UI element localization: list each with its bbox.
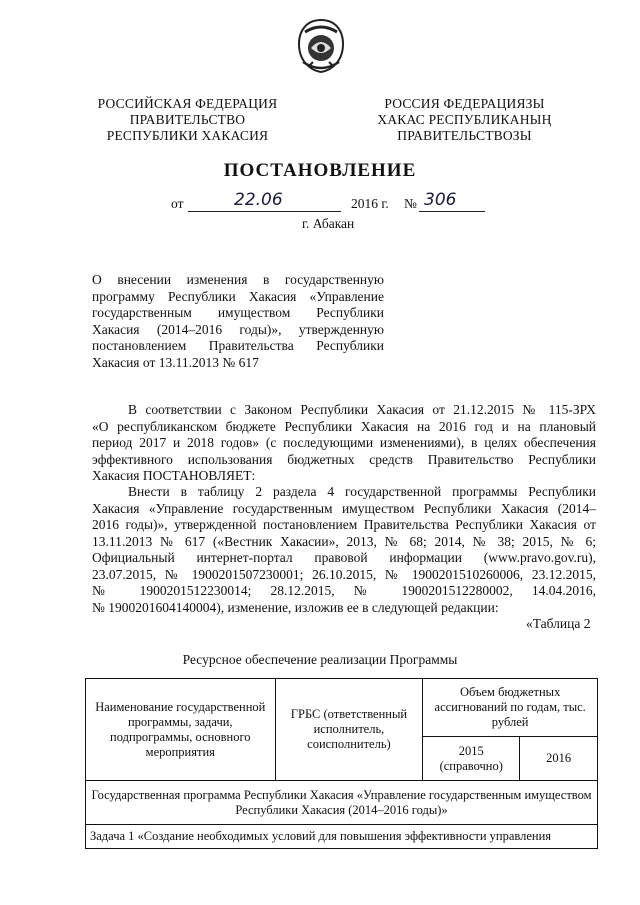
table-header-volume: Объем бюджетных ассигнований по годам, тыс. рублей — [423, 679, 598, 737]
paragraph-line: Официальный интернет-портал правовой информации (www.pravo.gov.ru), — [92, 550, 596, 565]
table-row-program: Государственная программа Республики Хакасия «Управление государственным имуществом Республики Хакасия (2014–2016 годы)» — [86, 781, 598, 825]
coat-of-arms-emblem — [295, 18, 347, 74]
number-underline — [419, 211, 485, 212]
paragraph-line: «О республиканском бюджете Республики Хакасия на 2016 год и на плановый — [92, 418, 596, 434]
resource-table — [85, 678, 598, 849]
paragraph-resolution — [92, 484, 596, 616]
paragraph-line: Хакасия ПОСТАНОВЛЯЕТ: — [92, 468, 256, 483]
table-header-name: Наименование государственной программы, задачи, подпрограммы, основного мероприятия — [86, 679, 276, 781]
document-title: ПОСТАНОВЛЕНИЕ — [223, 160, 417, 181]
subject-line: Хакасия от 13.11.2013 № 617 — [92, 354, 259, 370]
subject-line: О внесении изменения в государственную — [92, 272, 384, 287]
table-header-year-2015: 2015 (справочно) — [423, 737, 520, 781]
header-left-line: ПРАВИТЕЛЬСТВО — [129, 112, 246, 127]
number-label: № — [404, 196, 417, 211]
paragraph-line: 23.07.2015, № 1900201507230001; 26.10.2015, № 1900201510260006, 23.12.2015, — [92, 566, 596, 582]
header-right-block — [362, 96, 567, 144]
header-right-line: РОССИЯ ФЕДЕРАЦИЯЗЫ — [384, 96, 545, 111]
city-name: г. Абакан — [302, 216, 355, 231]
paragraph-line: Хакасия «Управление государственным имуществом Республики Хакасия (2014– — [92, 500, 596, 516]
date-prefix: от — [171, 196, 184, 211]
header-right-line: ХАКАС РЕСПУБЛИКАНЫҢ — [377, 112, 552, 127]
paragraph-preamble — [92, 402, 596, 485]
header-left-line: РЕСПУБЛИКИ ХАКАСИЯ — [106, 128, 269, 143]
date-underline — [188, 211, 341, 212]
paragraph-line: эффективного использования бюджетных средств Правительство Республики — [92, 451, 596, 467]
paragraph-line: № 1900201512230014; 28.12.2015, № 1900201512280002, 14.04.2016, — [92, 583, 596, 598]
handwritten-date: 22.06 — [234, 190, 283, 210]
date-year: 2016 г. — [351, 196, 389, 211]
document-subject — [92, 272, 384, 371]
header-left-block — [85, 96, 290, 144]
paragraph-line: 13.11.2013 № 617 («Вестник Хакасии», 2013, № 68; 2014, № 38; 2015, № 6; — [92, 533, 596, 549]
table-label: «Таблица 2 — [526, 616, 591, 631]
handwritten-number: 306 — [424, 190, 457, 210]
paragraph-line: 2016 годы)», утвержденной постановлением Правительства Республики Хакасия от — [92, 517, 596, 532]
table-row-task: Задача 1 «Создание необходимых условий для повышения эффективности управления — [86, 825, 598, 849]
table-header-grbs: ГРБС (ответственный исполнитель, соисполнитель) — [275, 679, 423, 781]
paragraph-line: № 1900201604140004), изменение, изложив ее в следующей редакции: — [92, 599, 499, 615]
subject-line: государственным имуществом Республики — [92, 305, 384, 320]
table-header-year-2016: 2016 — [520, 737, 598, 781]
header-left-line: РОССИЙСКАЯ ФЕДЕРАЦИЯ — [97, 96, 278, 111]
subject-line: Хакасия (2014–2016 годы)», утвержденную — [92, 321, 384, 337]
paragraph-line: В соответствии с Законом Республики Хакасия от 21.12.2015 № 115-ЗРХ — [128, 402, 596, 417]
header-right-line: ПРАВИТЕЛЬСТВОЗЫ — [397, 128, 532, 143]
paragraph-line: Внести в таблицу 2 раздела 4 государственной программы Республики — [128, 484, 596, 499]
subject-line: постановлением Правительства Республики — [92, 338, 384, 353]
paragraph-line: период 2017 и 2018 годов» (с последующими изменениями), в целях обеспечения — [92, 435, 596, 450]
subject-line: программу Республики Хакасия «Управление — [92, 288, 384, 304]
table-caption: Ресурсное обеспечение реализации Программы — [182, 652, 458, 667]
